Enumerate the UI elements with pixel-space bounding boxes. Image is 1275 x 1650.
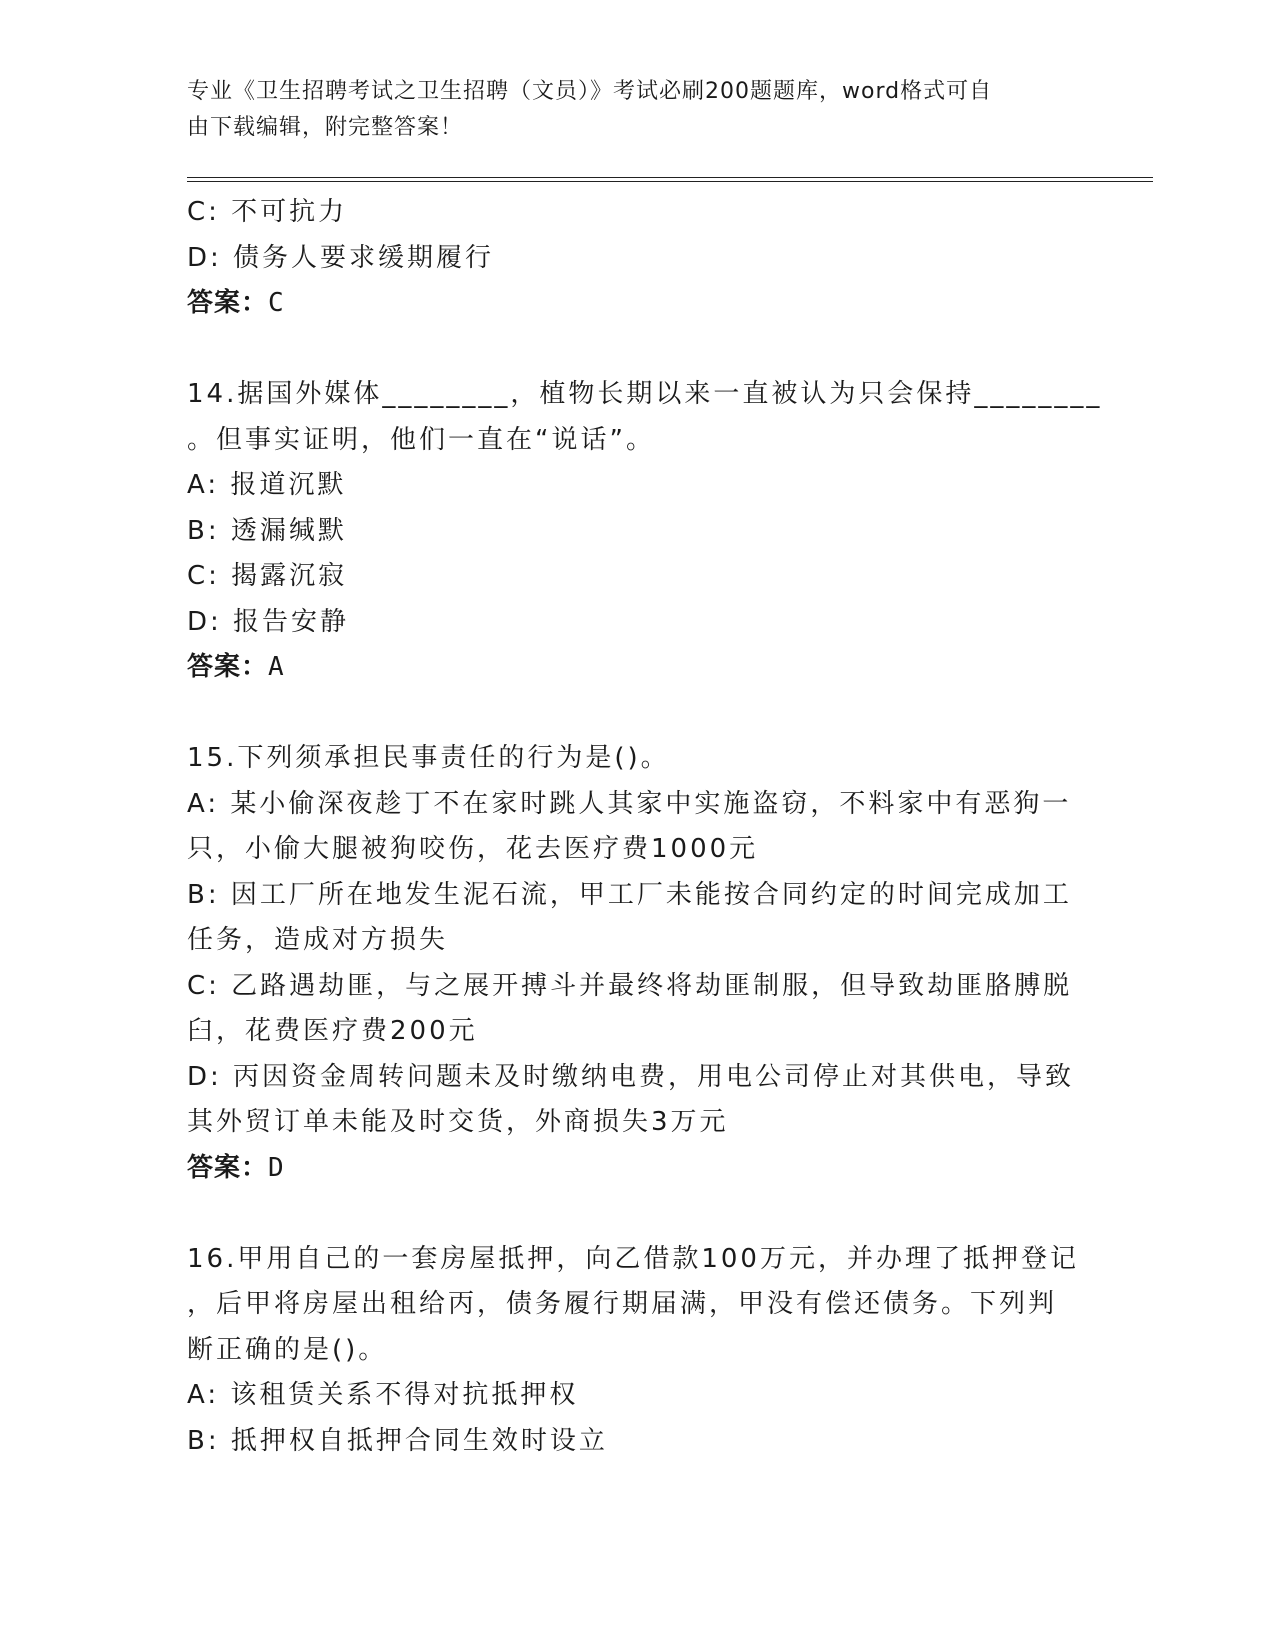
answer-label: 答案： [187, 288, 269, 318]
option-a: A: 报道沉默 [187, 470, 347, 500]
answer-value: C [268, 288, 285, 318]
header-line-2: 由下载编辑，附完整答案！ [187, 115, 464, 140]
option-d: D: 报告安静 [187, 606, 350, 637]
option-b: B: 因工厂所在地发生泥石流，甲工厂未能按合同约定的时间完成加工 [187, 879, 1072, 910]
option-d: D: 丙因资金周转问题未及时缴纳电费，用电公司停止对其供电，导致 [187, 1061, 1075, 1092]
option-b-cont: 任务，造成对方损失 [187, 925, 449, 955]
option-b: B: 抵押权自抵押合同生效时设立 [187, 1425, 608, 1456]
option-d-cont: 其外贸订单未能及时交货，外商损失3万元 [187, 1107, 729, 1137]
option-a: A: 某小偷深夜趁丁不在家时跳人其家中实施盗窃，不料家中有恶狗一 [187, 788, 1072, 819]
question-stem: 16.甲用自己的一套房屋抵押，向乙借款100万元，并办理了抵押登记 [187, 1243, 1079, 1274]
answer-line [187, 645, 1087, 691]
option-c: C: 乙路遇劫匪，与之展开搏斗并最终将劫匪制服，但导致劫匪胳膊脱 [187, 970, 1073, 1001]
answer-label: 答案： [187, 652, 269, 682]
answer-value: A [268, 652, 285, 682]
header-rule-bottom [187, 181, 1153, 182]
option-c-cont: 臼，花费医疗费200元 [187, 1016, 478, 1046]
option-a: A: 该租赁关系不得对抗抵押权 [187, 1380, 579, 1410]
question-stem-cont: ，后甲将房屋出租给丙，债务履行期届满，甲没有偿还债务。下列判 [187, 1289, 1058, 1319]
header-rule-top [187, 177, 1153, 178]
header-line-1: 专业《卫生招聘考试之卫生招聘（文员）》考试必刷200题题库，word格式可自 [187, 79, 993, 104]
answer-line [187, 281, 1087, 327]
option-c: C: 不可抗力 [187, 197, 348, 227]
spacer [187, 327, 1087, 373]
option-b: B: 透漏缄默 [187, 515, 347, 546]
answer-label: 答案： [187, 1152, 269, 1183]
question-13 [187, 190, 1087, 327]
answer-line [187, 1146, 1087, 1192]
question-stem: 14.据国外媒体________，植物长期以来一直被认为只会保持________ [187, 379, 1103, 409]
question-list [187, 190, 1103, 1464]
spacer [187, 691, 1087, 737]
spacer [187, 1191, 1087, 1237]
question-15 [187, 736, 1087, 1191]
question-stem-cont: 断正确的是()。 [187, 1334, 388, 1365]
option-d: D: 债务人要求缓期履行 [187, 242, 495, 273]
document-header [187, 74, 1087, 146]
option-c: C: 揭露沉寂 [187, 561, 348, 591]
question-stem-cont: 。但事实证明，他们一直在“说话”。 [187, 424, 655, 455]
question-16 [187, 1237, 1087, 1465]
answer-value: D [268, 1152, 285, 1183]
question-stem: 15.下列须承担民事责任的行为是()。 [187, 743, 670, 773]
question-14 [187, 372, 1103, 691]
option-a-cont: 只，小偷大腿被狗咬伤，花去医疗费1000元 [187, 834, 759, 864]
